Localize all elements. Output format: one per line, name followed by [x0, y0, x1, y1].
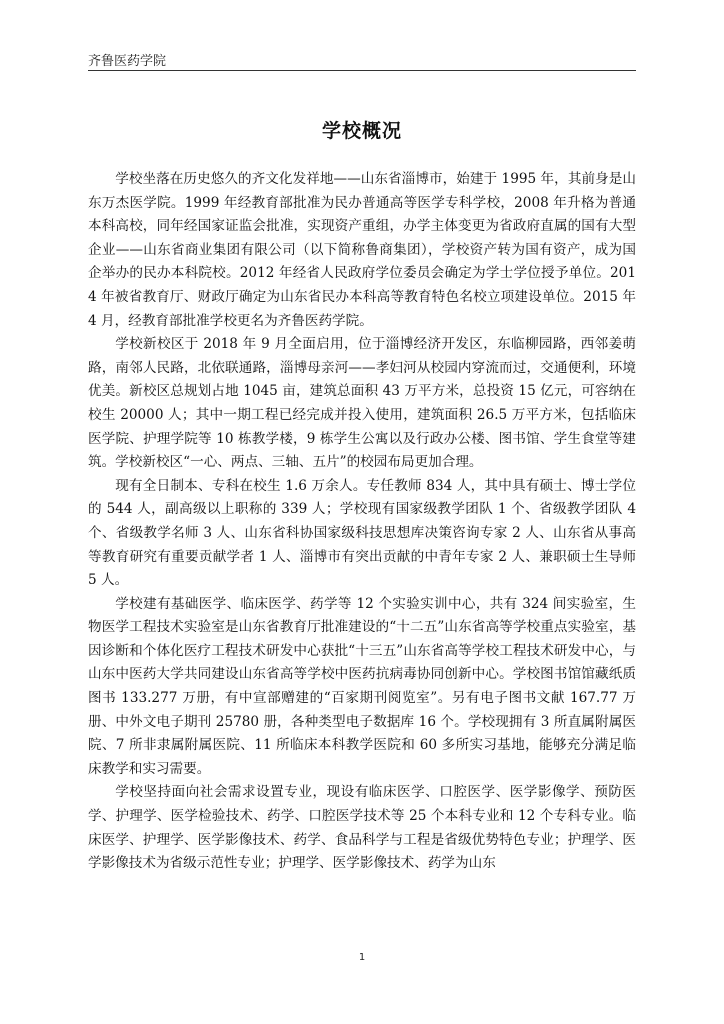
paragraph-faculty: 现有全日制本、专科在校生 1.6 万余人。专任教师 834 人，其中具有硕士、博士学位的 544 人，副高级以上职称的 339 人；学校现有国家级教学团队 1 个、省级教学团队 4 个、省级教学名师 3 人、山东省科协国家级科技思想库决策咨询专家 2 人、山东省从事高等教育研究有重要贡献学者 1 人、淄博市有突出贡献的中青年专家 2 人、兼职硕士生导师 5 人。 [88, 477, 636, 589]
page-number: 1 [358, 952, 366, 963]
paragraph-facilities: 学校建有基础医学、临床医学、药学等 12 个实验实训中心，共有 324 间实验室，生物医学工程技术实验室是山东省教育厅批准建设的“十二五”山东省高等学校重点实验室，基因诊断和个体化医疗工程技术研发中心获批“十三五”山东省高等学校工程技术研发中心，与山东中医药大学共同建设山东省高等学校中医药抗病毒协同创新中心。学校图书馆馆藏纸质图书 133.277 万册，有中宣部赠建的“百家期刊阅览室”。另有电子图书文献 167.77 万册、中外文电子期刊 25780 册，各种类型电子数据库 16 个。学校现拥有 3 所直属附属医院、7 所非隶属附属医院、11 所临床本科教学医院和 60 多所实习基地，能够充分满足临床教学和实习需要。 [88, 595, 636, 777]
header-divider [88, 70, 636, 71]
paragraph-majors: 学校坚持面向社会需求设置专业，现设有临床医学、口腔医学、医学影像学、预防医学、护理学、医学检验技术、药学、口腔医学技术等 25 个本科专业和 12 个专科专业。临床医学、护理学、医学影像技术、药学、食品科学与工程是省级优势特色专业；护理学、医学影像技术为省级示范性专业；护理学、医学影像技术、药学为山东 [88, 784, 636, 872]
paragraph-campus: 学校新校区于 2018 年 9 月全面启用，位于淄博经济开发区，东临柳园路，西邻姜萌路，南邻人民路，北依联通路，淄博母亲河——孝妇河从校园内穿流而过，交通便利，环境优美。新校区总规划占地 1045 亩，建筑总面积 43 万平方米，总投资 15 亿元，可容纳在校生 20000 人；其中一期工程已经完成并投入使用，建筑面积 26.5 万平方米，包括临床医学院、护理学院等 10 栋教学楼，9 栋学生公寓以及行政办公楼、图书馆、学生食堂等建筑。学校新校区“一心、两点、三轴、五片”的校园布局更加合理。 [88, 336, 636, 471]
page-title: 学校概况 [321, 120, 402, 142]
paragraph-history: 学校坐落在历史悠久的齐文化发祥地——山东省淄博市，始建于 1995 年，其前身是山东万杰医学院。1999 年经教育部批准为民办普通高等医学专科学校，2008 年升格为普通本科高校，同年经国家证监会批准，实现资产重组，办学主体变更为省政府直属的国有大型企业——山东省商业集团有限公司（以下简称鲁商集团），学校资产转为国有资产，成为国企举办的民办本科院校。2012 年经省人民政府学位委员会确定为学士学位授予单位。2014 年被省教育厅、财政厅确定为山东省民办本科高等教育特色名校立项建设单位。2015 年 4 月，经教育部批准学校更名为齐鲁医药学院。 [88, 171, 636, 329]
body-text [88, 168, 636, 876]
running-header: 齐鲁医药学院 [88, 54, 167, 69]
